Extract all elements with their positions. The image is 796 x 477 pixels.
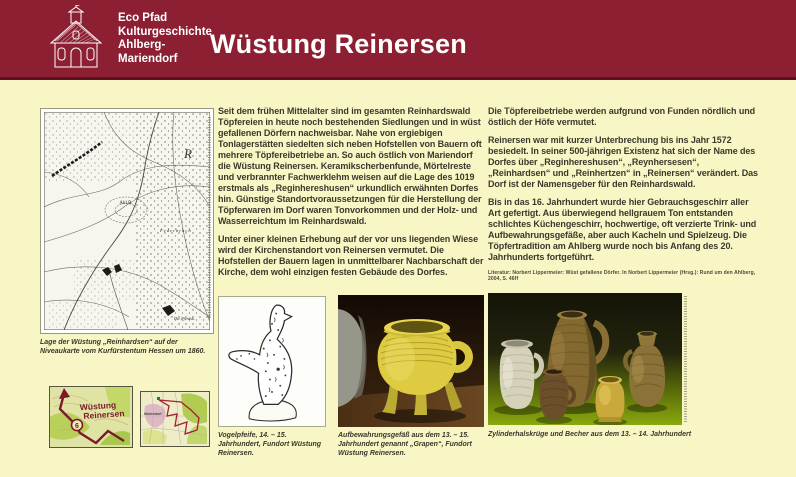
org-line: Ahlberg- xyxy=(118,39,166,51)
trail-station-number: 6 xyxy=(75,423,79,430)
historic-map-image xyxy=(44,112,210,330)
map-label-r: R xyxy=(184,146,192,161)
org-line: Mariendorf xyxy=(118,52,178,65)
right-text-column xyxy=(488,106,762,282)
trail-map-label-line1: Wüstung xyxy=(79,399,117,413)
map-label-federbruch: Federbruch xyxy=(160,228,192,233)
photo-credit-microtext xyxy=(684,296,687,422)
trail-detail-map xyxy=(49,386,133,448)
map-label-ahl: Ahl B. xyxy=(119,201,133,206)
trail-overview-map xyxy=(140,391,210,447)
jugs-photo xyxy=(488,293,682,425)
literature-reference: Literatur: Norbert Lippermeier: Wüst gefallene Dörfer. In Norbert Lippermeier (Hrsg.): Rund um den Ahlberg, 2004, S. 46ff xyxy=(488,270,756,282)
grapen-pot-photo xyxy=(338,295,484,427)
figure-caption-grapen: Aufbewahrungsgefäß aus dem 13. – 15. Jahrhundert genannt „Grapen“, Fundort Wüstung Reinersen. xyxy=(338,432,472,457)
body-paragraph: Bis in das 16. Jahrhundert wurde hier Gebrauchsgeschirr aller Art gefertigt. Aus überwiegend hellgrauem Ton entstanden schlichtes Küchengeschirr, hochwertige, oft verzierte Trink- und Aufbewahrungsgefäße, aber auch Kacheln und Spielzeug. Die Töpfertradition am Ahlberg wurde noch bis Anfang des 20. Jahrhunderts fortgeführt. xyxy=(488,197,757,262)
organization-name xyxy=(118,12,212,66)
map-credit-microtext xyxy=(208,117,211,319)
bird-whistle-drawing xyxy=(218,296,326,427)
body-paragraph: Seit dem frühen Mittelalter sind im gesamten Reinhardswald Töpfereien in heute noch bestehenden Siedlungen und in wüst gefallenen Dörfern nachweisbar. Nahe von ergiebigen Tonlagerstätten siedelten sich neben Hofstellen von Bauern oft mehrere Töpfereibetriebe an. So auch östlich von Mariendorf die Wüstung Reinersen. Keramikscherbenfunde, Mörtelreste und verbrannter Fachwerklehm weisen auf die Lage des 1019 erstmals als „Reginhereshusen“ urkundlich erwähnten Dorfes hin. Günstige Standortvoraussetzungen für die Herstellung der Töpferwaren im Dorf waren Tonvorkommen und der Holz- und Wasserreichtum im Reinhardswald. xyxy=(218,106,482,226)
body-paragraph: Unter einer kleinen Erhebung auf der vor uns liegenden Wiese wird der Kirchenstandort von Reinersen vermutet. Die Hofstellen der Bauern lagen in unmittelbarer Nachbarschaft der Kirche, dem wohl einzigen festen Gebäude des Dorfes. xyxy=(218,234,484,277)
map-label-pferdsk: Die Pferdsk. xyxy=(174,316,195,321)
body-paragraph: Reinersen war mit kurzer Unterbrechung bis ins Jahr 1572 besiedelt. In seiner 500-jährigen Existenz hat sich der Name des Dorfes über „Reginhereshusen“, „Reynhersesen“, „Reinhardsen“ und „Reinhertzen“ in „Reinersen“ verändert. Das Dorf ist der Namensgeber für den Reinhardswald. xyxy=(488,135,758,189)
body-paragraph: Die Töpfereibetriebe werden aufgrund von Funden nördlich und östlich der Höfe vermutet. xyxy=(488,106,756,127)
figure-caption-jugs: Zylinderhalskrüge und Becher aus dem 13. – 14. Jahrhundert xyxy=(488,431,692,438)
chapel-logo-icon xyxy=(44,5,108,73)
figure-caption-bird: Vogelpfeife, 14. – 15. Jahrhundert, Fundort Wüstung Reinersen. xyxy=(218,432,322,457)
trail-map-label-line2: Reinersen xyxy=(83,408,125,422)
header-band xyxy=(0,0,796,80)
page-title: Wüstung Reinersen xyxy=(210,29,467,59)
middle-text-column xyxy=(218,106,486,285)
historic-map-figure xyxy=(40,108,214,334)
org-line: Eco Pfad xyxy=(118,12,168,24)
map-caption: Lage der Wüstung „Reinhardsen“ auf der Niveaukarte vom Kurfürstentum Hessen um 1860. xyxy=(40,339,206,355)
overview-map-label: Mariendorf xyxy=(144,412,162,416)
org-line: Kulturgeschichte xyxy=(118,25,212,38)
